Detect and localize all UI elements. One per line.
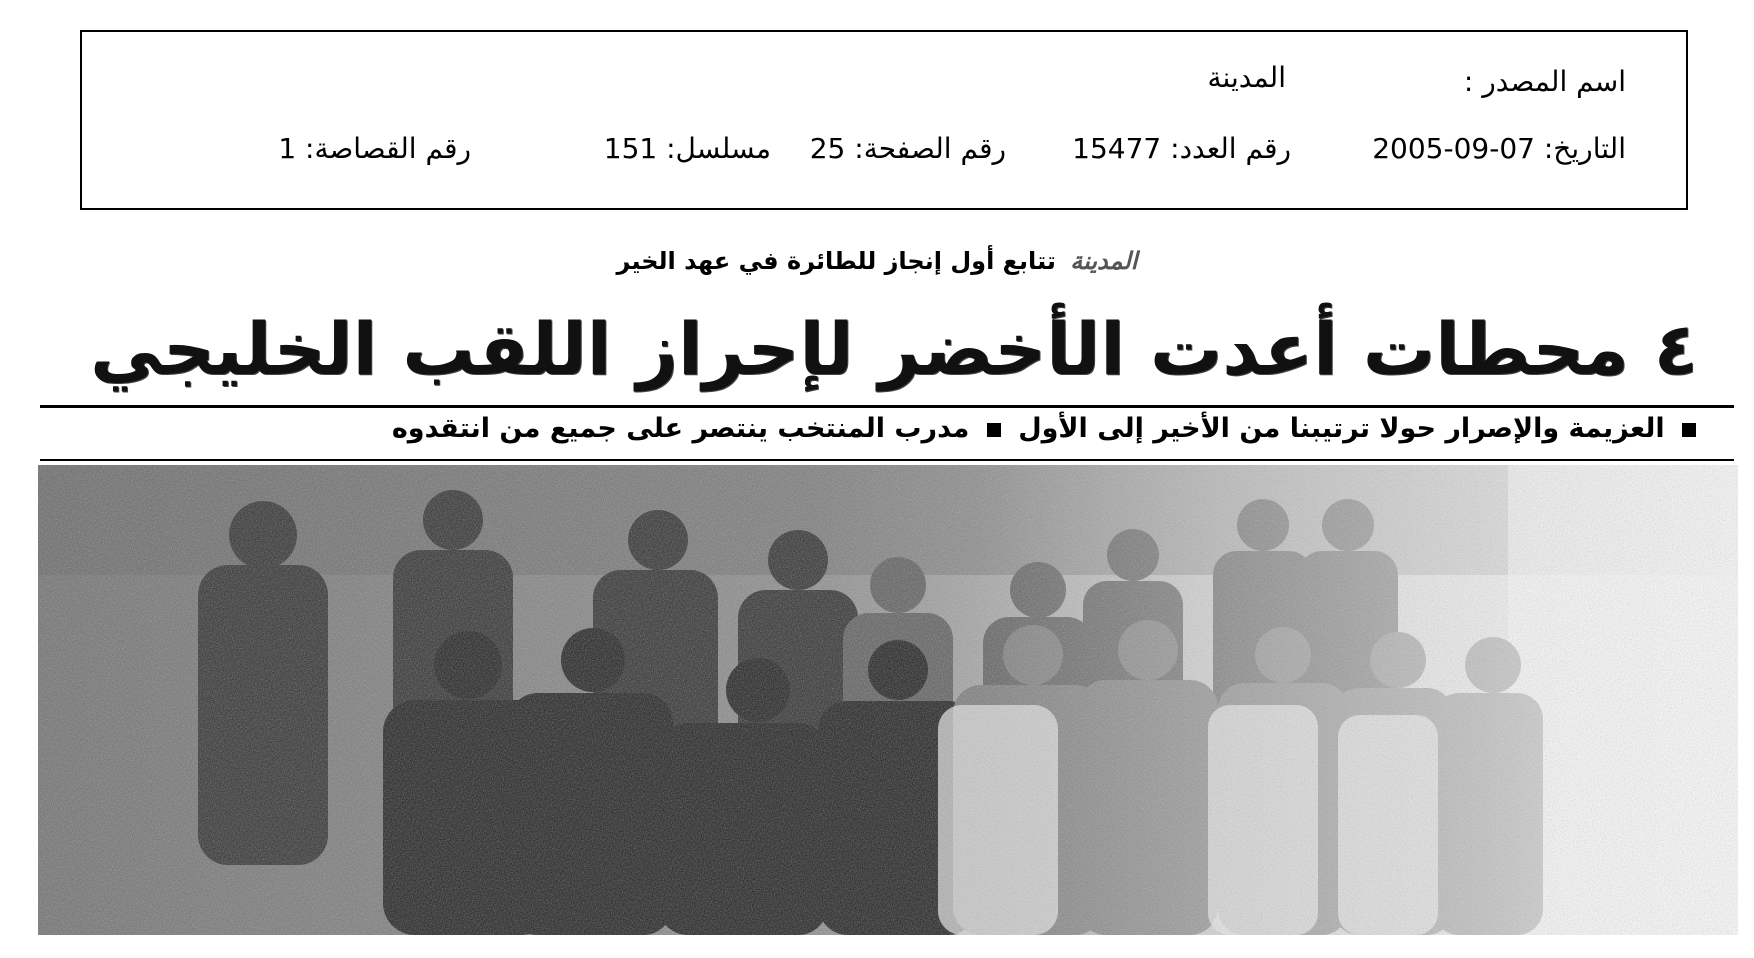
source-value: المدينة <box>1207 61 1286 94</box>
subdeck-2: مدرب المنتخب ينتصر على جميع من انتقدوه <box>391 413 970 444</box>
clip-field <box>278 132 471 165</box>
date-field <box>1372 132 1626 165</box>
page-field <box>809 132 1006 165</box>
serial-label: مسلسل: <box>666 132 771 165</box>
date-value: 2005-09-07 <box>1372 132 1535 165</box>
newspaper-clipping <box>20 225 1734 940</box>
kicker-line <box>20 247 1734 275</box>
kicker-text: تتابع أول إنجاز للطائرة في عهد الخير <box>616 247 1056 275</box>
kicker-logo: المدينة <box>1070 247 1138 275</box>
metadata-box <box>80 30 1688 210</box>
date-label: التاريخ: <box>1543 132 1626 165</box>
headline-rule <box>40 405 1734 408</box>
source-value-field <box>1207 61 1286 94</box>
serial-field <box>603 132 771 165</box>
subdeck-line <box>40 413 1704 444</box>
subdeck-1: العزيمة والإصرار حولا ترتيبنا من الأخير إلى الأول <box>1018 413 1665 444</box>
clip-value: 1 <box>278 132 297 165</box>
serial-value: 151 <box>603 132 658 165</box>
bullet-square-icon <box>1682 423 1696 437</box>
issue-field <box>1072 132 1291 165</box>
bullet-square-icon <box>987 423 1001 437</box>
source-label: اسم المصدر : <box>1463 65 1626 98</box>
clip-label: رقم القصاصة: <box>305 132 471 165</box>
headline: ٤ محطات أعدت الأخضر لإحراز اللقب الخليجي <box>90 307 1698 391</box>
page-label: رقم الصفحة: <box>854 132 1006 165</box>
subdeck-rule <box>40 459 1734 461</box>
source-field <box>1463 65 1626 98</box>
issue-label: رقم العدد: <box>1170 132 1291 165</box>
page-value: 25 <box>809 132 846 165</box>
team-photo <box>38 465 1738 935</box>
issue-value: 15477 <box>1072 132 1162 165</box>
